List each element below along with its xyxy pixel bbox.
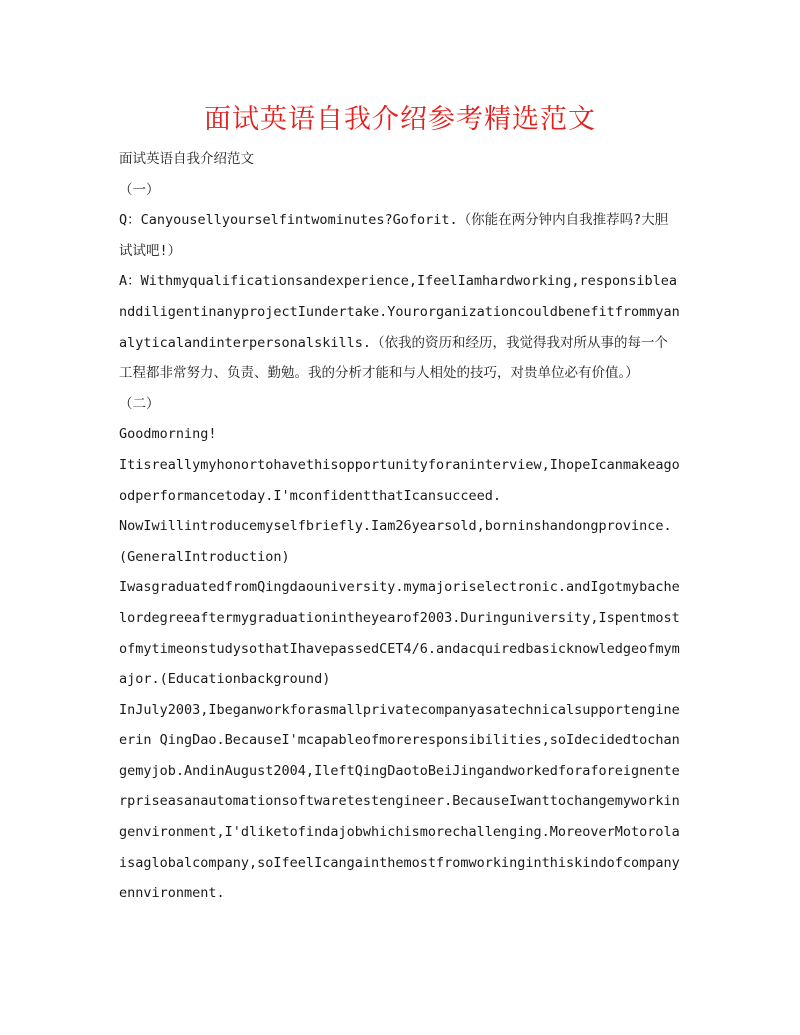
subtitle-paragraph: 面试英语自我介绍范文 <box>119 151 254 167</box>
answer-paragraph: A：Withmyqualificationsandexperience,IfeelIamhardworking,responsibleanddiligentinanyprojectIundertake.Yourorganizationcouldbenefitfrommyanalyticalandinterpersonalskills.（依我的资历和经历，我觉得我对所从事的每一个工程都非常努力、负责、勤勉。我的分析才能和与人相处的技巧，对贵单位必有价值。） <box>119 273 680 382</box>
section-two-marker: （二） <box>119 395 160 412</box>
document-body <box>119 144 681 909</box>
work-experience-paragraph: InJuly2003,Ibeganworkforasmallprivatecompanyasatechnicalsupportengineerin QingDao.BecauseI'mcapableofmoreresponsibilities,soIdecidedtochangemyjob.AndinAugust2004,IleftQingDaotoBeiJingandworkedforaforeignenterpriseasanautomationsoftwaretestengineer.BecauseIwanttochangemyworkingenvironment,I'dliketofindajobwhichismorechallenging.MoreoverMotorolaisaglobalcompany,soIfeelIcangainthemostfromworkinginthiskindofcompanyennvironment. <box>119 701 680 902</box>
general-introduction-paragraph: NowIwillintroducemyselfbriefly.Iam26yearsold,borninshandongprovince.(GeneralIntroduction) <box>119 518 672 565</box>
section-one-marker: （一） <box>119 181 160 198</box>
document-title: 面试英语自我介绍参考精选范文 <box>204 104 596 135</box>
opening-paragraph: Itisreallymyhonortohavethisopportunityforaninterview,IhopeIcanmakeagoodperformancetoday.I'mconfidentthatIcansucceed. <box>119 456 680 504</box>
education-paragraph: IwasgraduatedfromQingdaouniversity.mymajoriselectronic.andIgotmybachelordegreeaftermygraduationintheyearof2003.Duringuniversity,IspentmostofmytimeonstudysothatIhavepassedCET4/6.andacquiredbasicknowledgeofmymajor.(Educationbackground) <box>119 579 680 688</box>
question-paragraph: Q：Canyousellyourselfintwominutes?Goforit.（你能在两分钟内自我推荐吗?大胆试试吧!） <box>119 212 669 259</box>
greeting-paragraph: Goodmorning! <box>119 426 217 443</box>
